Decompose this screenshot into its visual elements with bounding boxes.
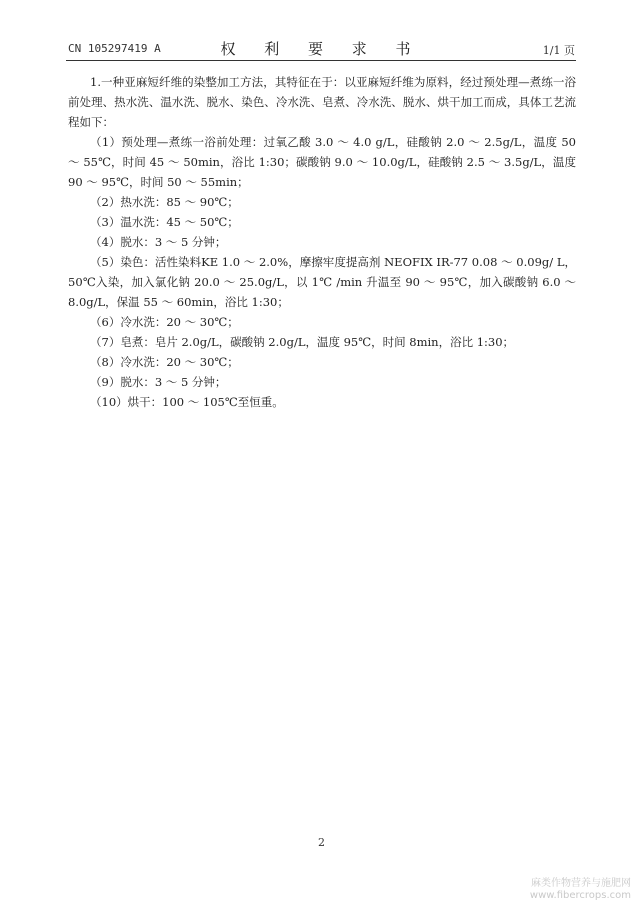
- claim-step-5: （5）染色：活性染料KE 1.0 ～ 2.0%，摩擦牢度提高剂 NEOFIX IR-77 0.08 ～ 0.09g/ L，50℃入染，加入氯化钠 20.0 ～ 25.0g/L，以 1℃ /min 升温至 90 ～ 95℃，加入碳酸钠 6.0 ～ 8.0g/L，保温 55 ～ 60min，浴比 1:30；: [68, 255, 576, 309]
- claim-step-9: （9）脱水：3 ～ 5 分钟；: [90, 375, 227, 389]
- claim-step-10: （10）烘干：100 ～ 105℃至恒重。: [90, 395, 284, 409]
- publication-number: CN 105297419 A: [68, 42, 161, 55]
- site-watermark: [501, 878, 631, 902]
- document-title: 权 利 要 求 书: [220, 40, 423, 58]
- claim-step-2: （2）热水洗：85 ～ 90℃；: [90, 195, 239, 209]
- claims-body: [68, 72, 576, 412]
- header-divider: [66, 60, 576, 61]
- watermark-url: www.fibercrops.com: [529, 890, 631, 901]
- claim-step-7: （7）皂煮：皂片 2.0g/L，碳酸钠 2.0g/L，温度 95℃，时间 8min，浴比 1:30；: [90, 335, 515, 349]
- claim-step-4: （4）脱水：3 ～ 5 分钟；: [90, 235, 227, 249]
- page-header: [0, 0, 643, 62]
- watermark-title: 麻类作物营养与施肥网: [531, 878, 631, 889]
- claim-step-8: （8）冷水洗：20 ～ 30℃；: [90, 355, 239, 369]
- page-number: 2: [318, 836, 325, 849]
- claim-1-intro: 1.一种亚麻短纤维的染整加工方法，其特征在于：以亚麻短纤维为原料，经过预处理—煮练一浴前处理、热水洗、温水洗、脱水、染色、冷水洗、皂煮、冷水洗、脱水、烘干加工而成，具体工艺流程如下：: [68, 75, 576, 129]
- claim-step-6: （6）冷水洗：20 ～ 30℃；: [90, 315, 239, 329]
- claim-step-1: （1）预处理—煮练一浴前处理：过氧乙酸 3.0 ～ 4.0 g/L，硅酸钠 2.0 ～ 2.5g/L，温度 50 ～ 55℃，时间 45 ～ 50min，浴比 1:30；碳酸钠 9.0 ～ 10.0g/L，硅酸钠 2.5 ～ 3.5g/L，温度 90 ～ 95℃，时间 50 ～ 55min；: [68, 135, 576, 189]
- page-indicator: 1/1 页: [542, 44, 575, 57]
- claim-step-3: （3）温水洗：45 ～ 50℃；: [90, 215, 239, 229]
